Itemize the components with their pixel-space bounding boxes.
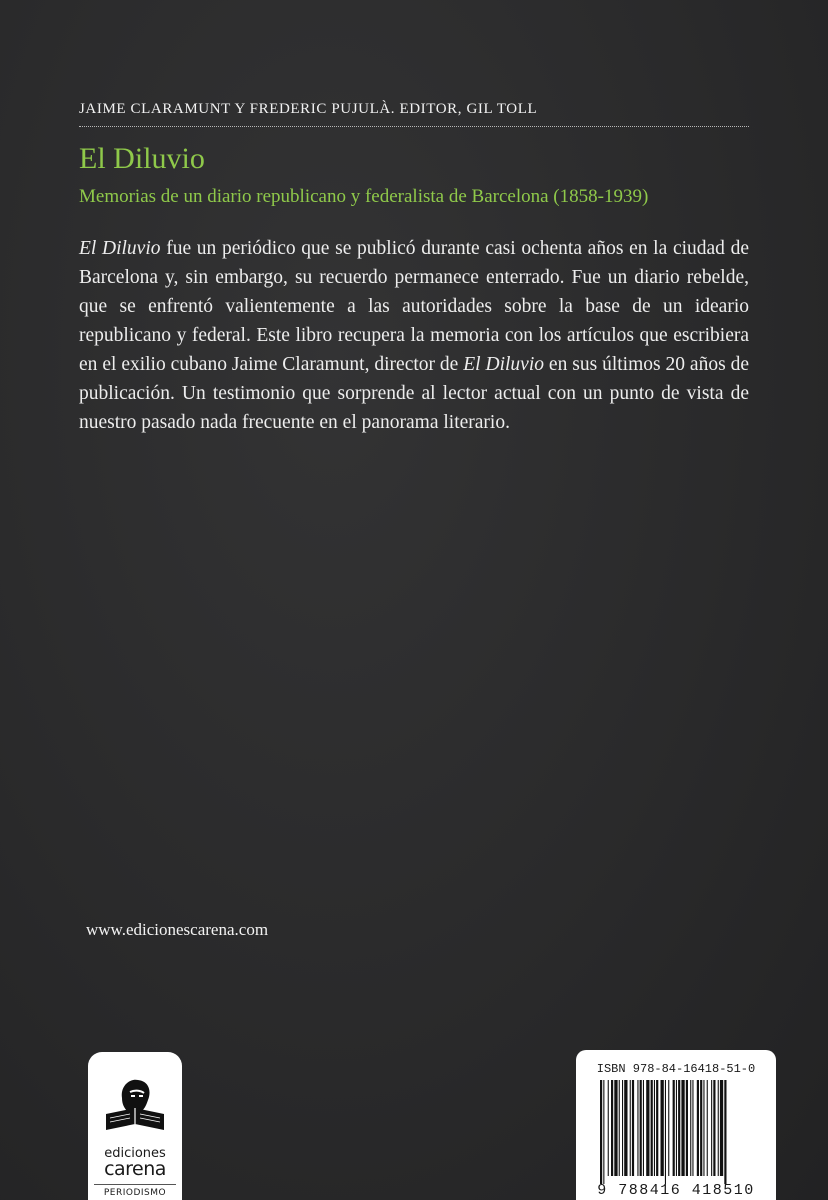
barcode-icon [598,1080,754,1184]
logo-separator [94,1184,176,1185]
barcode-bar [643,1080,644,1176]
barcode-bar [711,1080,712,1176]
blurb-text-1: fue un periódico que se publicó durante casi ochenta años en la ciudad de Barcelona y, sin embargo, su recuerdo permanece enterrado. Fue un diario rebelde, que se enfrentó valientemente a las autoridades sobre la base de un ideario republicano y federal. Este libro recupera la memoria con los artículos que escribiera en el exilio cubano Jaime Claramunt, director de [79,238,750,375]
logo-line-ediciones: ediciones [104,1146,166,1161]
barcode-bar [697,1080,699,1176]
barcode-bar [637,1080,638,1176]
logo-line-carena: carena [104,1158,166,1180]
publisher-logo [88,1052,182,1200]
dotted-divider [79,126,749,127]
blurb-italic-title-1: El Diluvio [79,238,161,259]
barcode-bar [600,1080,602,1184]
isbn-digits: 9 788416 418510 [597,1182,755,1199]
barcode-bar [656,1080,658,1176]
barcode-bar [700,1080,702,1176]
barcode-bar [619,1080,620,1176]
isbn-barcode-panel [576,1050,776,1200]
barcode-bar [614,1080,617,1176]
barcode-bar [678,1080,680,1176]
barcode-bar [720,1080,723,1176]
barcode-bar [661,1080,664,1176]
isbn-label: ISBN 978-84-16418-51-0 [596,1062,756,1076]
barcode-bar [654,1080,655,1176]
barcode-bar [692,1080,693,1176]
barcode-bar [665,1080,666,1184]
book-subtitle: Memorias de un diario republicano y federalista de Barcelona (1858-1939) [79,186,649,207]
logo-collection: PERIODISMO [103,1188,167,1198]
barcode-bar [703,1080,704,1176]
barcode-bar [646,1080,649,1176]
barcode-bar [611,1080,613,1176]
reading-figure-icon [100,1068,170,1142]
barcode-bar [603,1080,604,1184]
book-title: El Diluvio [79,142,205,175]
barcode-bar [713,1080,715,1176]
barcode-bar [668,1080,669,1176]
barcode-bar [707,1080,708,1176]
barcode-bar [608,1080,609,1176]
barcode-bar [686,1080,688,1176]
blurb-italic-title-2: El Diluvio [463,354,544,375]
barcode-bar [622,1080,623,1176]
blurb-text-2: en sus últimos 20 años de publicación. Un testimonio que sorprende al lector actual con un punto de vista de nuestro pasado nada frecuente en el panorama literario. [79,354,749,433]
barcode-bar [681,1080,684,1176]
barcode-bar [690,1080,691,1176]
barcode-bar [632,1080,634,1176]
barcode-bar [624,1080,627,1176]
book-blurb [79,234,749,437]
barcode-bar [724,1080,726,1184]
authors-line: JAIME CLARAMUNT Y FREDERIC PUJULÀ. EDITOR, GIL TOLL [79,101,538,117]
barcode-bar [651,1080,653,1176]
barcode-bar [640,1080,642,1176]
publisher-website: www.edicionescarena.com [86,920,269,939]
barcode-bar [718,1080,719,1176]
barcode-bar [630,1080,631,1176]
barcode-bar [673,1080,675,1176]
barcode-bar [676,1080,677,1176]
